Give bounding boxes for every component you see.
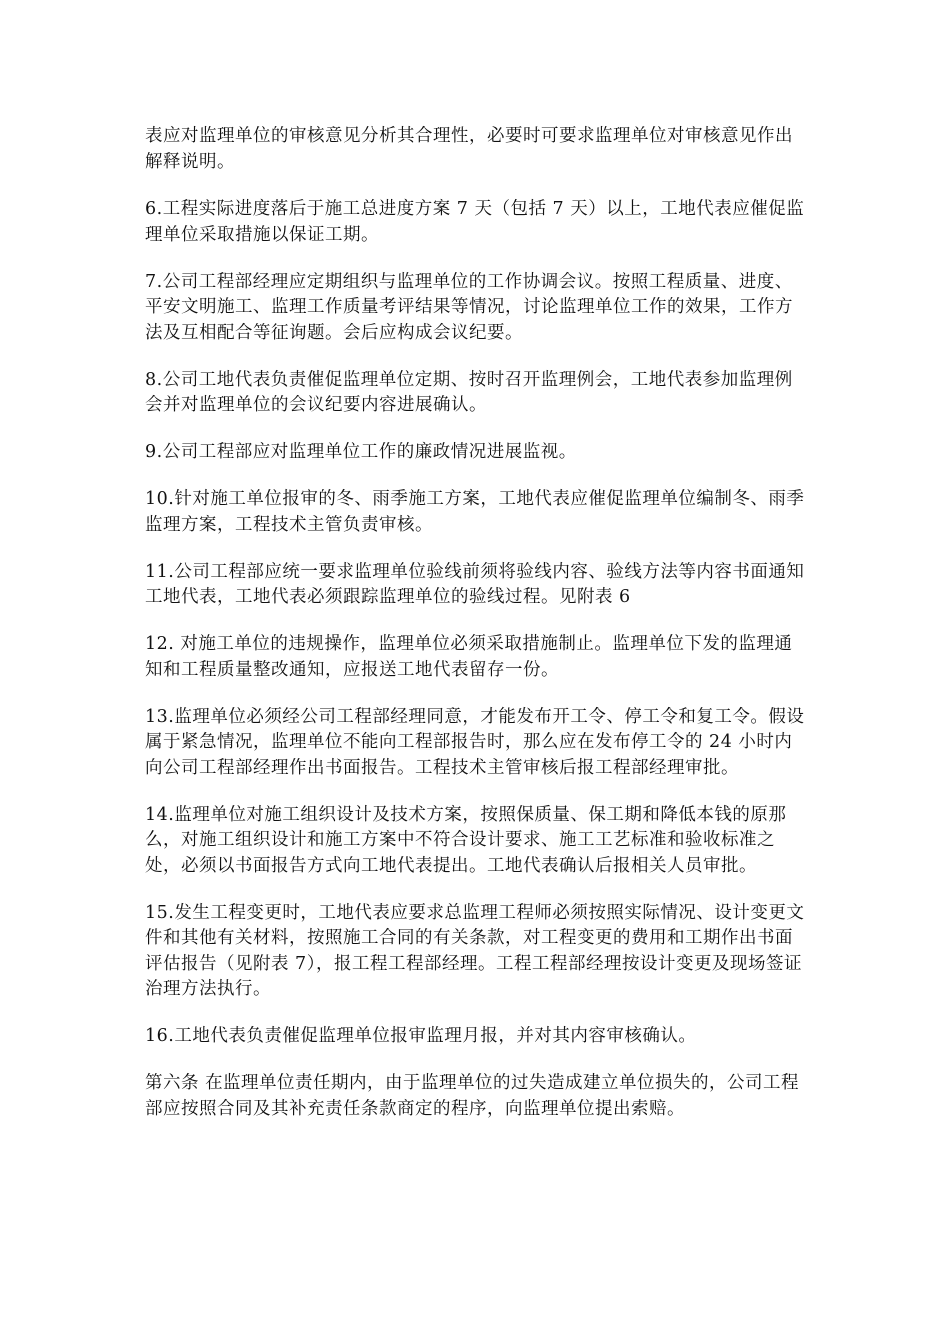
document-body: [145, 124, 810, 1144]
paragraph-item-12: 12. 对施工单位的违规操作，监理单位必须采取措施制止。监理单位下发的监理通知和工程质量整改通知，应报送工地代表留存一份。: [145, 634, 793, 680]
paragraph-item-10: 10.针对施工单位报审的冬、雨季施工方案，工地代表应催促监理单位编制冬、雨季监理方案，工程技术主管负责审核。: [145, 489, 805, 535]
paragraph-item-15: 15.发生工程变更时，工地代表应要求总监理工程师必须按照实际情况、设计变更文件和其他有关材料，按照施工合同的有关条款，对工程变更的费用和工期作出书面评估报告（见附表 7），报工程工程部经理。工程工程部经理按设计变更及现场签证治理方法执行。: [145, 902, 805, 999]
paragraph-item-11: 11.公司工程部应统一要求监理单位验线前须将验线内容、验线方法等内容书面通知工地代表，工地代表必须跟踪监理单位的验线过程。见附表 6: [145, 561, 805, 607]
paragraph-item-7: 7.公司工程部经理应定期组织与监理单位的工作协调会议。按照工程质量、进度、平安文明施工、监理工作质量考评结果等情况，讨论监理单位工作的效果，工作方法及互相配合等征询题。会后应构成会议纪要。: [145, 271, 793, 343]
paragraph-item-8: 8.公司工地代表负责催促监理单位定期、按时召开监理例会，工地代表参加监理例会并对监理单位的会议纪要内容进展确认。: [145, 369, 793, 415]
paragraph-item-9: 9.公司工程部应对监理单位工作的廉政情况进展监视。: [145, 442, 577, 462]
paragraph-article-6: 第六条 在监理单位责任期内，由于监理单位的过失造成建立单位损失的，公司工程部应按照合同及其补充责任条款商定的程序，向监理单位提出索赔。: [145, 1073, 800, 1119]
paragraph-item-6: 6.工程实际进度落后于施工总进度方案 7 天（包括 7 天）以上，工地代表应催促监理单位采取措施以保证工期。: [145, 199, 805, 245]
paragraph-review-opinion: 表应对监理单位的审核意见分析其合理性，必要时可要求监理单位对审核意见作出解释说明。: [145, 126, 793, 172]
paragraph-item-14: 14.监理单位对施工组织设计及技术方案，按照保质量、保工期和降低本钱的原那么，对施工组织设计和施工方案中不符合设计要求、施工工艺标准和验收标准之处，必须以书面报告方式向工地代表提出。工地代表确认后报相关人员审批。: [145, 804, 787, 876]
paragraph-item-13: 13.监理单位必须经公司工程部经理同意，才能发布开工令、停工令和复工令。假设属于紧急情况，监理单位不能向工程部报告时，那么应在发布停工令的 24 小时内向公司工程部经理作出书面报告。工程技术主管审核后报工程部经理审批。: [145, 706, 805, 778]
paragraph-item-16: 16.工地代表负责催促监理单位报审监理月报，并对其内容审核确认。: [145, 1026, 697, 1046]
